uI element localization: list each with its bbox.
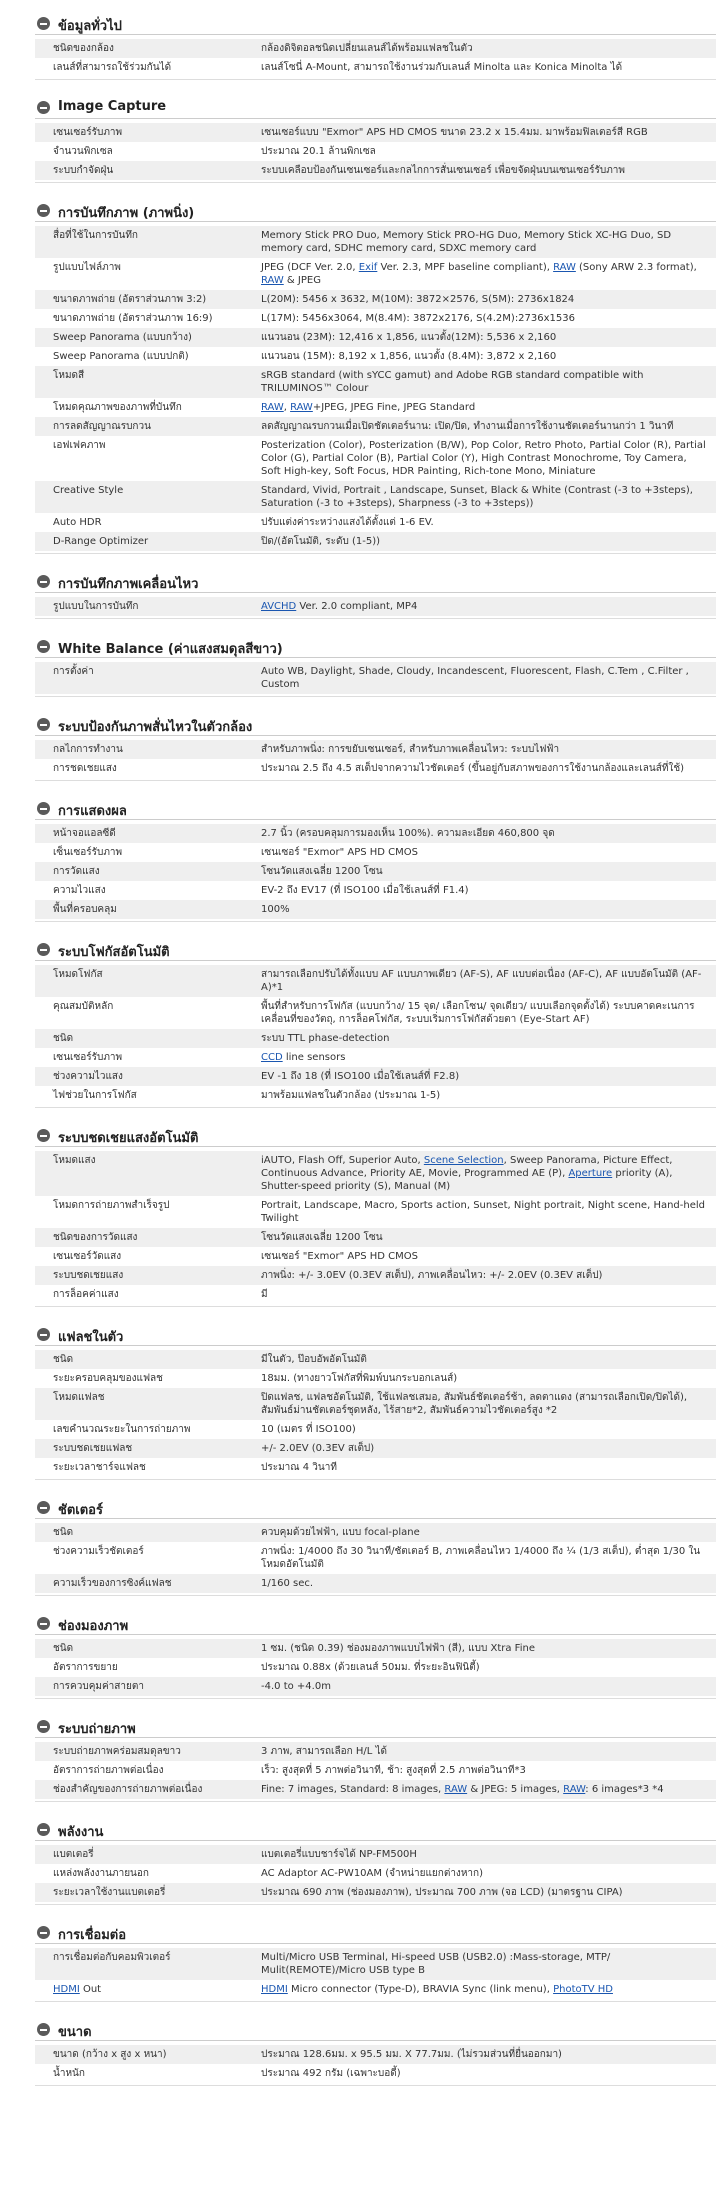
section-divider [35, 2001, 716, 2002]
spec-value: ภาพนิ่ง: +/- 3.0EV (0.3EV สเต็ป), ภาพเคลื่อนไหว: +/- 2.0EV (0.3EV สเต็ป) [261, 1270, 603, 1281]
spec-value: แบตเตอรี่แบบชาร์จได้ NP-FM500H [261, 1849, 417, 1860]
spec-label: อัตราการถ่ายภาพต่อเนื่อง [53, 1765, 164, 1776]
spec-value: มีในตัว, ป๊อบอัพอัตโนมัติ [261, 1354, 367, 1365]
section-title: ระบบชดเชยแสงอัตโนมัติ [58, 1131, 199, 1146]
spec-section [35, 1614, 716, 1699]
spec-row [35, 759, 716, 778]
minus-circle-icon[interactable] [37, 101, 50, 114]
spec-label: ชนิดของการวัดแสง [53, 1232, 138, 1243]
spec-value: JPEG (DCF Ver. 2.0, Exif Ver. 2.3, MPF baseline compliant), RAW (Sony ARW 2.3 format), RAW & JPEG [261, 262, 697, 286]
spec-label: โหมดการถ่ายภาพสำเร็จรูป [53, 1200, 170, 1211]
spec-value: CCD line sensors [261, 1052, 346, 1063]
spec-label: ชนิด [53, 1033, 74, 1044]
spec-link[interactable]: CCD [261, 1052, 283, 1063]
spec-label: ชนิด [53, 1643, 74, 1654]
minus-circle-icon[interactable] [37, 17, 50, 30]
section-header [35, 799, 716, 820]
spec-label: เซนเซอร์รับภาพ [53, 127, 123, 138]
minus-circle-icon[interactable] [37, 1501, 50, 1514]
section-title: ช่องมองภาพ [58, 1619, 129, 1634]
section-header [35, 14, 716, 35]
section-header [35, 1325, 716, 1346]
spec-value: แนวนอน (23M): 12,416 x 1,856, แนวตั้ง(12M): 5,536 x 2,160 [261, 332, 557, 343]
spec-section [35, 1923, 716, 2002]
spec-section [35, 637, 716, 697]
spec-value: Fine: 7 images, Standard: 8 images, RAW & JPEG: 5 images, RAW: 6 images*3 *4 [261, 1784, 664, 1795]
spec-label: ระยะเวลาใช้งานแบตเตอรี่ [53, 1887, 166, 1898]
spec-label: ระบบกำจัดฝุ่น [53, 165, 114, 176]
spec-label: โหมดแฟลช [53, 1392, 105, 1403]
spec-value: iAUTO, Flash Off, Superior Auto, Scene Selection, Sweep Panorama, Picture Effect, Continuous Advance, Priority AE, Movie, Programmed AE (P), Aperture priority (A), Shutter-speed priority (S), Manual (M) [261, 1155, 673, 1192]
spec-value: ปิด/(อัตโนมัติ, ระดับ (1-5)) [261, 536, 381, 547]
spec-link[interactable]: PhotoTV HD [553, 1984, 613, 1995]
spec-value: -4.0 to +4.0m [261, 1681, 331, 1692]
section-title: ข้อมูลทั่วไป [58, 19, 122, 34]
minus-circle-icon[interactable] [37, 718, 50, 731]
spec-label: ขนาดภาพถ่าย (อัตราส่วนภาพ 16:9) [53, 313, 213, 324]
spec-label: Sweep Panorama (แบบปกติ) [53, 351, 189, 362]
spec-label: ขนาด (กว้าง x สูง x หนา) [53, 2049, 167, 2060]
spec-row [35, 226, 716, 258]
spec-value: เซนเซอร์แบบ "Exmor" APS HD CMOS ขนาด 23.2 x 15.4มม. มาพร้อมฟิลเตอร์สี RGB [261, 127, 648, 138]
spec-row [35, 436, 716, 481]
section-divider [35, 1479, 716, 1480]
spec-label: เลนส์ที่สามารถใช้ร่วมกันได้ [53, 62, 172, 73]
minus-circle-icon[interactable] [37, 1720, 50, 1733]
spec-section [35, 940, 716, 1108]
spec-value: sRGB standard (with sYCC gamut) and Adobe RGB standard compatible with TRILUMINOS™ Colour [261, 370, 644, 394]
spec-value: L(17M): 5456x3064, M(8.4M): 3872x2176, S(4.2M):2736x1536 [261, 313, 575, 324]
spec-value: พื้นที่สำหรับการโฟกัส (แบบกว้าง/ 15 จุด/ เลือกโซน/ จุดเดียว/ แบบเลือกจุดตั้งได้) ระบบคาดคะเนการเคลื่อนที่ของวัตถุ, การล็อคโฟกัส, ระบบเริ่มการโฟกัสด้วยตา (Eye-Start AF) [261, 1001, 695, 1025]
spec-label: กลไกการทำงาน [53, 744, 123, 755]
section-header [35, 1820, 716, 1841]
section-divider [35, 182, 716, 183]
spec-label: เลขคำนวณระยะในการถ่ายภาพ [53, 1424, 191, 1435]
spec-label: น้ำหนัก [53, 2068, 85, 2079]
spec-value: ปิดแฟลช, แฟลชอัตโนมัติ, ใช้แฟลชเสมอ, สัมพันธ์ชัตเตอร์ช้า, ลดตาแดง (สามารถเลือกเปิด/ปิดได้), สัมพันธ์ม่านชัตเตอร์ชุดหลัง, ไร้สาย*2, สัมพันธ์ความไวชัตเตอร์สูง *2 [261, 1392, 688, 1416]
section-divider [35, 1107, 716, 1108]
spec-label: Creative Style [53, 485, 124, 496]
spec-row [35, 1029, 716, 1048]
spec-value: HDMI Micro connector (Type-D), BRAVIA Sync (link menu), PhotoTV HD [261, 1984, 613, 1995]
spec-value: 18มม. (ทางยาวโฟกัสที่พิมพ์บนกระบอกเลนส์) [261, 1373, 458, 1384]
spec-section [35, 201, 716, 554]
spec-label: ชนิด [53, 1527, 74, 1538]
spec-value: L(20M): 5456 x 3632, M(10M): 3872×2576, S(5M): 2736x1824 [261, 294, 575, 305]
spec-row [35, 997, 716, 1029]
spec-row [35, 417, 716, 436]
spec-value: มาพร้อมแฟลชในตัวกล้อง (ประมาณ 1-5) [261, 1090, 441, 1101]
spec-value: EV -1 ถึง 18 (ที่ ISO100 เมื่อใช้เลนส์ที่ F2.8) [261, 1071, 460, 1082]
spec-label: ระบบชดเชยแสง [53, 1270, 124, 1281]
spec-row [35, 1761, 716, 1780]
minus-circle-icon[interactable] [37, 2023, 50, 2036]
spec-row [35, 1285, 716, 1304]
spec-label: Auto HDR [53, 517, 102, 528]
spec-label: การตั้งค่า [53, 666, 94, 677]
spec-row [35, 532, 716, 551]
spec-value: EV-2 ถึง EV17 (ที่ ISO100 เมื่อใช้เลนส์ที่ F1.4) [261, 885, 469, 896]
section-header [35, 940, 716, 961]
minus-circle-icon[interactable] [37, 204, 50, 217]
spec-label: ชนิดของกล้อง [53, 43, 114, 54]
spec-link[interactable]: Aperture [568, 1168, 613, 1179]
spec-row [35, 1388, 716, 1420]
spec-row [35, 290, 716, 309]
spec-section [35, 1325, 716, 1480]
spec-value: ลดสัญญาณรบกวนเมื่อเปิดชัตเตอร์นาน: เปิด/ปิด, ทำงานเมื่อการใช้งานชัตเตอร์นานกว่า 1 วินาที [261, 421, 674, 432]
spec-label: การวัดแสง [53, 866, 100, 877]
spec-row [35, 366, 716, 398]
spec-row [35, 1048, 716, 1067]
spec-value: 100% [261, 904, 290, 915]
spec-row [35, 258, 716, 290]
minus-circle-icon[interactable] [37, 640, 50, 653]
section-title: การแสดงผล [58, 804, 127, 819]
minus-circle-icon[interactable] [37, 1926, 50, 1939]
spec-value: Multi/Micro USB Terminal, Hi-speed USB (USB2.0) :Mass-storage, MTP/ Mulit(REMOTE)/Micro USB type B [261, 1952, 611, 1976]
spec-value: 10 (เมตร ที่ ISO100) [261, 1424, 356, 1435]
spec-row [35, 900, 716, 919]
spec-row [35, 1266, 716, 1285]
spec-row [35, 824, 716, 843]
spec-link[interactable]: Scene Selection [423, 1155, 504, 1166]
section-divider [35, 1306, 716, 1307]
spec-row [35, 1228, 716, 1247]
minus-circle-icon[interactable] [37, 1823, 50, 1836]
spec-label: แบตเตอรี่ [53, 1849, 94, 1860]
spec-section [35, 1498, 716, 1596]
section-title: ขนาด [58, 2025, 92, 2040]
spec-value: ปรับแต่งค่าระหว่างแสงได้ตั้งแต่ 1-6 EV. [261, 517, 434, 528]
spec-row [35, 481, 716, 513]
spec-row [35, 1542, 716, 1574]
spec-label: ความเร็วของการซิงค์แฟลช [53, 1578, 172, 1589]
spec-value: Standard, Vivid, Portrait , Landscape, Sunset, Black & White (Contrast (-3 to +3steps), Saturation (-3 to +3steps), Sharpness (-3 to +3steps)) [261, 485, 693, 509]
spec-row [35, 1658, 716, 1677]
spec-link[interactable]: HDMI [261, 1984, 288, 1995]
spec-row [35, 1677, 716, 1696]
section-title: การเชื่อมต่อ [58, 1928, 127, 1943]
section-header [35, 201, 716, 222]
spec-link[interactable]: RAW [290, 402, 313, 413]
section-header [35, 1614, 716, 1635]
spec-row [35, 1639, 716, 1658]
spec-section [35, 799, 716, 922]
section-divider [35, 79, 716, 80]
section-header [35, 1923, 716, 1944]
spec-row [35, 1350, 716, 1369]
spec-row [35, 1980, 716, 1999]
section-divider [35, 1801, 716, 1802]
spec-label: เซ็นเซอร์รับภาพ [53, 847, 123, 858]
section-title: พลังงาน [58, 1825, 104, 1840]
spec-label: เซนเซอร์วัดแสง [53, 1251, 122, 1262]
spec-label: รูปแบบไฟล์ภาพ [53, 262, 121, 273]
section-title: White Balance (ค่าแสงสมดุลสีขาว) [58, 642, 283, 657]
spec-label: โหมดสี [53, 370, 85, 381]
spec-value: 2.7 นิ้ว (ครอบคลุมการมองเห็น 100%). ความละเอียด 460,800 จุด [261, 828, 555, 839]
spec-label: จำนวนพิกเซล [53, 146, 113, 157]
spec-value: ประมาณ 4 วินาที [261, 1462, 337, 1473]
spec-value: ประมาณ 20.1 ล้านพิกเซล [261, 146, 376, 157]
spec-label: การชดเชยแสง [53, 763, 117, 774]
spec-link[interactable]: AVCHD [261, 601, 297, 612]
spec-label: พื้นที่ครอบคลุม [53, 904, 117, 915]
spec-section [35, 2020, 716, 2086]
section-divider [35, 1904, 716, 1905]
spec-value: Auto WB, Daylight, Shade, Cloudy, Incandescent, Fluorescent, Flash, C.Tem , C.Filter , Custom [261, 666, 689, 690]
spec-label: การเชื่อมต่อกับคอมพิวเตอร์ [53, 1952, 171, 1963]
spec-label: เอฟเฟคภาพ [53, 440, 106, 451]
spec-row [35, 881, 716, 900]
spec-value: เซนเซอร์ "Exmor" APS HD CMOS [261, 847, 419, 858]
spec-label: คุณสมบัติหลัก [53, 1001, 114, 1012]
spec-link[interactable]: Exif [358, 262, 378, 273]
spec-value: 3 ภาพ, สามารถเลือก H/L ได้ [261, 1746, 387, 1757]
spec-row [35, 1948, 716, 1980]
minus-circle-icon[interactable] [37, 802, 50, 815]
spec-value: ควบคุมด้วยไฟฟ้า, แบบ focal-plane [261, 1527, 420, 1538]
spec-row [35, 2045, 716, 2064]
spec-row [35, 1086, 716, 1105]
spec-link[interactable]: RAW [563, 1784, 586, 1795]
spec-row [35, 142, 716, 161]
spec-row [35, 662, 716, 694]
spec-row [35, 1067, 716, 1086]
spec-label: เซนเซอร์รับภาพ [53, 1052, 123, 1063]
minus-circle-icon[interactable] [37, 575, 50, 588]
spec-row [35, 328, 716, 347]
spec-row [35, 740, 716, 759]
minus-circle-icon[interactable] [37, 1129, 50, 1142]
section-header [35, 572, 716, 593]
section-divider [35, 1595, 716, 1596]
section-divider [35, 921, 716, 922]
section-divider [35, 2085, 716, 2086]
minus-circle-icon[interactable] [37, 1617, 50, 1630]
spec-row [35, 513, 716, 532]
spec-label: การควบคุมค่าสายตา [53, 1681, 144, 1692]
spec-row [35, 347, 716, 366]
spec-row [35, 39, 716, 58]
spec-row [35, 1151, 716, 1196]
spec-row [35, 1420, 716, 1439]
section-header [35, 637, 716, 658]
spec-value: สำหรับภาพนิ่ง: การขยับเซนเซอร์, สำหรับภาพเคลื่อนไหว: ระบบไฟฟ้า [261, 744, 560, 755]
spec-link[interactable]: RAW [444, 1784, 468, 1795]
spec-row [35, 161, 716, 180]
section-header [35, 1498, 716, 1519]
spec-row [35, 1439, 716, 1458]
spec-label: ระบบถ่ายภาพคร่อมสมดุลขาว [53, 1746, 181, 1757]
spec-row [35, 843, 716, 862]
spec-label: ไฟช่วยในการโฟกัส [53, 1090, 137, 1101]
spec-row [35, 1523, 716, 1542]
spec-value: กล้องดิจิตอลชนิดเปลี่ยนเลนส์ได้พร้อมแฟลชในตัว [261, 43, 473, 54]
spec-row [35, 965, 716, 997]
section-title: ระบบถ่ายภาพ [58, 1722, 136, 1737]
section-divider [35, 618, 716, 619]
spec-link[interactable]: RAW [553, 262, 576, 273]
spec-section [35, 1717, 716, 1802]
spec-value: AC Adaptor AC-PW10AM (จำหน่ายแยกต่างหาก) [261, 1868, 483, 1879]
spec-label: HDMI Out [53, 1984, 102, 1995]
minus-circle-icon[interactable] [37, 1328, 50, 1341]
spec-value: ประมาณ 492 กรัม (เฉพาะบอดี้) [261, 2068, 401, 2079]
spec-row [35, 1196, 716, 1228]
spec-value: ประมาณ 2.5 ถึง 4.5 สเต็ปจากความไวชัตเตอร์ (ขึ้นอยู่กับสภาพของการใช้งานกล้องและเลนส์ที่ใช้) [261, 763, 685, 774]
spec-label: D-Range Optimizer [53, 536, 149, 547]
spec-row [35, 1845, 716, 1864]
spec-link[interactable]: RAW [261, 275, 284, 286]
minus-circle-icon[interactable] [37, 943, 50, 956]
spec-value: ระบบเคลือบป้องกันเซนเซอร์และกลไกการสั่นเซนเซอร์ เพื่อขจัดฝุ่นบนเซนเซอร์รับภาพ [261, 165, 625, 176]
spec-label: ระบบชดเชยแฟลช [53, 1443, 133, 1454]
section-title: Image Capture [58, 99, 167, 114]
spec-label: ช่วงความเร็วชัตเตอร์ [53, 1546, 144, 1557]
spec-value: โซนวัดแสงเฉลี่ย 1200 โซน [261, 1232, 383, 1243]
spec-value: ภาพนิ่ง: 1/4000 ถึง 30 วินาที/ชัตเตอร์ B, ภาพเคลื่อนไหว 1/4000 ถึง ¼ (1/3 สเต็ป), ต่ำสุด 1/30 ในโหมดอัตโนมัติ [261, 1546, 701, 1570]
spec-row [35, 1742, 716, 1761]
section-header [35, 2020, 716, 2041]
spec-value: ระบบ TTL phase-detection [261, 1033, 390, 1044]
spec-link[interactable]: HDMI [53, 1984, 80, 1995]
section-header [35, 98, 716, 119]
spec-row [35, 1369, 716, 1388]
section-title: ระบบโฟกัสอัตโนมัติ [58, 945, 170, 960]
spec-row [35, 398, 716, 417]
spec-value: เลนส์โซนี่ A-Mount, สามารถใช้งานร่วมกับเลนส์ Minolta และ Konica Minolta ได้ [261, 62, 623, 73]
section-divider [35, 696, 716, 697]
spec-value: Posterization (Color), Posterization (B/W), Pop Color, Retro Photo, Partial Color (R), Partial Color (G), Partial Color (B), Partial Color (Y), High Contrast Monochrome, Toy Camera, Soft High-key, Soft Focus, HDR Painting, Rich-tone Mono, Miniature [261, 440, 706, 477]
spec-value: เซนเซอร์ "Exmor" APS HD CMOS [261, 1251, 419, 1262]
spec-label: แหล่งพลังงานภายนอก [53, 1868, 149, 1879]
spec-section [35, 14, 716, 80]
spec-value: มี [261, 1289, 268, 1300]
spec-row [35, 1247, 716, 1266]
spec-value: แนวนอน (15M): 8,192 x 1,856, แนวตั้ง (8.4M): 3,872 x 2,160 [261, 351, 557, 362]
section-title: แฟลชในตัว [58, 1330, 124, 1345]
spec-label: ช่วงความไวแสง [53, 1071, 123, 1082]
spec-label: ขนาดภาพถ่าย (อัตราส่วนภาพ 3:2) [53, 294, 207, 305]
spec-section [35, 715, 716, 781]
spec-row [35, 58, 716, 77]
spec-value: RAW, RAW+JPEG, JPEG Fine, JPEG Standard [261, 402, 476, 413]
spec-label: สื่อที่ใช้ในการบันทึก [53, 230, 138, 241]
spec-value: 1/160 sec. [261, 1578, 314, 1589]
spec-row [35, 1458, 716, 1477]
spec-label: โหมดแสง [53, 1155, 96, 1166]
section-divider [35, 553, 716, 554]
section-divider [35, 780, 716, 781]
spec-label: ระยะครอบคลุมของแฟลช [53, 1373, 163, 1384]
spec-value: 1 ซม. (ชนิด 0.39) ช่องมองภาพแบบไฟฟ้า (สี), แบบ Xtra Fine [261, 1643, 535, 1654]
spec-value: AVCHD Ver. 2.0 compliant, MP4 [261, 601, 418, 612]
spec-label: หน้าจอแอลซีดี [53, 828, 116, 839]
spec-label: ความไวแสง [53, 885, 106, 896]
spec-label: Sweep Panorama (แบบกว้าง) [53, 332, 192, 343]
spec-row [35, 1883, 716, 1902]
spec-label: การล็อคค่าแสง [53, 1289, 119, 1300]
spec-label: โหมดโฟกัส [53, 969, 103, 980]
section-title: ระบบป้องกันภาพสั่นไหวในตัวกล้อง [58, 720, 253, 735]
spec-row [35, 597, 716, 616]
spec-row [35, 1864, 716, 1883]
spec-section [35, 1126, 716, 1307]
spec-row [35, 1574, 716, 1593]
spec-section [35, 98, 716, 183]
spec-link[interactable]: RAW [261, 402, 284, 413]
spec-label: โหมดคุณภาพของภาพที่บันทึก [53, 402, 182, 413]
spec-label: อัตราการขยาย [53, 1662, 118, 1673]
spec-section [35, 1820, 716, 1905]
spec-label: ช่องสำคัญของการถ่ายภาพต่อเนื่อง [53, 1784, 203, 1795]
section-divider [35, 1698, 716, 1699]
section-header [35, 1717, 716, 1738]
spec-value: +/- 2.0EV (0.3EV สเต็ป) [261, 1443, 375, 1454]
section-header [35, 715, 716, 736]
spec-row [35, 2064, 716, 2083]
spec-row [35, 1780, 716, 1799]
spec-value: ประมาณ 690 ภาพ (ช่องมองภาพ), ประมาณ 700 ภาพ (จอ LCD) (มาตรฐาน CIPA) [261, 1887, 623, 1898]
spec-label: ชนิด [53, 1354, 74, 1365]
section-title: การบันทึกภาพเคลื่อนไหว [58, 577, 199, 592]
spec-label: การลดสัญญาณรบกวน [53, 421, 151, 432]
spec-label: ระยะเวลาชาร์จแฟลช [53, 1462, 146, 1473]
spec-row [35, 123, 716, 142]
spec-value: สามารถเลือกปรับได้ทั้งแบบ AF แบบภาพเดียว (AF-S), AF แบบต่อเนื่อง (AF-C), AF แบบอัตโนมัติ (AF-A)*1 [261, 969, 702, 993]
spec-row [35, 862, 716, 881]
spec-value: ประมาณ 128.6มม. x 95.5 มม. X 77.7มม. (ไม่รวมส่วนที่ยื่นออกมา) [261, 2049, 562, 2060]
spec-value: Memory Stick PRO Duo, Memory Stick PRO-HG Duo, Memory Stick XC-HG Duo, SD memory card, SDHC memory card, SDXC memory card [261, 230, 672, 254]
spec-section [35, 572, 716, 619]
spec-value: Portrait, Landscape, Macro, Sports action, Sunset, Night portrait, Night scene, Hand-held Twilight [261, 1200, 706, 1224]
section-header [35, 1126, 716, 1147]
spec-label: รูปแบบในการบันทึก [53, 601, 139, 612]
spec-value: ประมาณ 0.88x (ด้วยเลนส์ 50มม. ที่ระยะอินฟินิตี้) [261, 1662, 480, 1673]
spec-row [35, 309, 716, 328]
section-title: ชัตเตอร์ [58, 1503, 103, 1518]
section-title: การบันทึกภาพ (ภาพนิ่ง) [58, 206, 195, 221]
spec-value: โซนวัดแสงเฉลี่ย 1200 โซน [261, 866, 383, 877]
spec-value: เร็ว: สูงสุดที่ 5 ภาพต่อวินาที, ช้า: สูงสุดที่ 2.5 ภาพต่อวินาที*3 [261, 1765, 526, 1776]
